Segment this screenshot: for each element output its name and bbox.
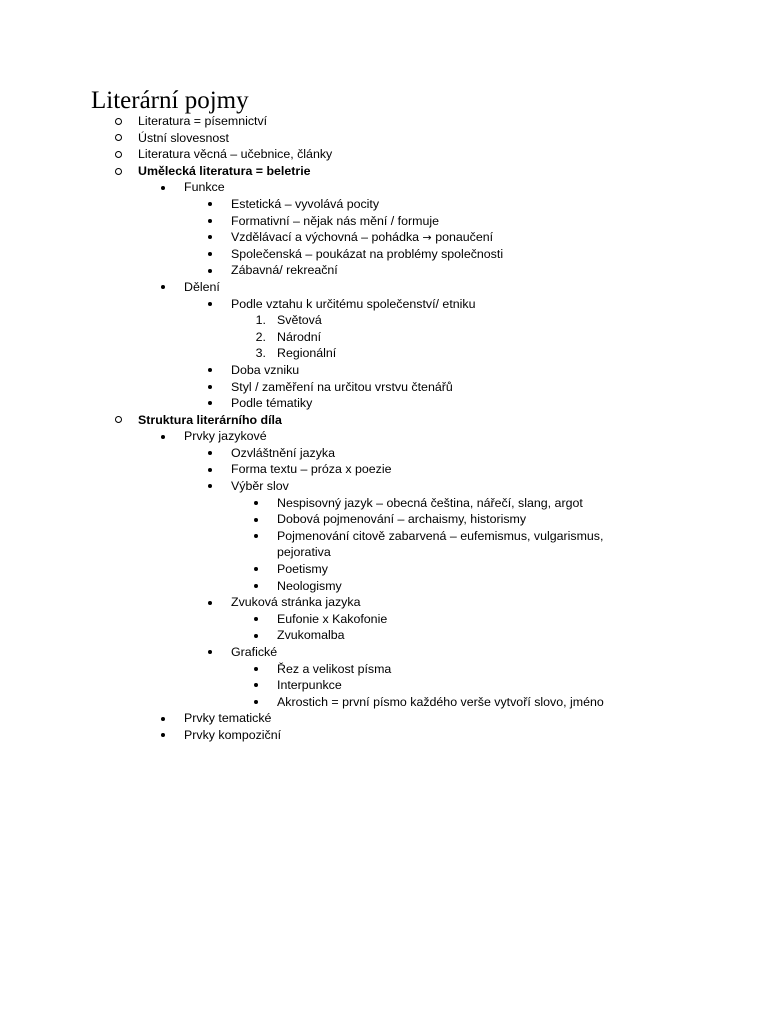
disc-bullet-icon: [250, 495, 262, 512]
disc-bullet-icon: [157, 279, 169, 296]
list-item: [0, 611, 768, 628]
list-item: [0, 727, 768, 744]
numbered-item: [0, 329, 768, 346]
disc-bullet-icon: [250, 627, 262, 644]
outline-list: [0, 113, 768, 744]
list-item: [0, 677, 768, 694]
disc-bullet-icon: [250, 528, 262, 545]
item-text: [231, 229, 493, 247]
disc-bullet-icon: [204, 229, 216, 246]
disc-bullet-icon: [250, 661, 262, 678]
disc-bullet-icon: [204, 461, 216, 478]
list-item: [0, 461, 768, 478]
right-arrow-icon: →: [422, 231, 432, 245]
item-text: Ozvláštnění jazyka: [231, 445, 335, 460]
disc-bullet-icon: [204, 395, 216, 412]
item-text: Doba vzniku: [231, 362, 300, 377]
item-number: 2.: [255, 329, 266, 344]
list-item: [0, 511, 768, 528]
item-text: Světová: [277, 313, 322, 328]
item-text: Ústní slovesnost: [138, 130, 229, 145]
disc-bullet-icon: [204, 379, 216, 396]
item-text: Nespisovný jazyk – obecná čeština, nářečí, slang, argot: [277, 495, 583, 510]
disc-bullet-icon: [250, 611, 262, 628]
item-text: Estetická – vyvolává pocity: [231, 196, 380, 211]
list-item: [0, 196, 768, 213]
disc-bullet-icon: [250, 677, 262, 694]
list-item: [0, 428, 768, 445]
disc-bullet-icon: [157, 428, 169, 445]
hollow-circle-bullet-icon: [112, 146, 124, 163]
list-item: [0, 279, 768, 296]
list-item: [0, 594, 768, 611]
item-text: Řez a velikost písma: [277, 661, 392, 676]
item-text: Zábavná/ rekreační: [231, 263, 338, 278]
list-item: [0, 179, 768, 196]
item-text: Interpunkce: [277, 678, 342, 693]
hollow-circle-bullet-icon: [112, 412, 124, 429]
item-text: Prvky tematické: [184, 711, 272, 726]
item-number: 1.: [255, 313, 266, 328]
item-text: Neologismy: [277, 578, 342, 593]
item-text: Prvky jazykové: [184, 429, 267, 444]
item-text: Poetismy: [277, 562, 328, 577]
item-text: Literatura věcná – učebnice, články: [138, 147, 333, 162]
disc-bullet-icon: [204, 362, 216, 379]
item-text: Podle vztahu k určitému společenství/ etniku: [231, 296, 476, 311]
hollow-circle-bullet-icon: [112, 113, 124, 130]
list-item: [0, 113, 768, 130]
item-text: Literatura = písemnictví: [138, 114, 268, 128]
disc-bullet-icon: [250, 694, 262, 711]
disc-bullet-icon: [204, 478, 216, 495]
disc-bullet-icon: [204, 445, 216, 462]
list-item: [0, 478, 768, 495]
disc-bullet-icon: [204, 196, 216, 213]
item-text: Zvuková stránka jazyka: [231, 595, 361, 610]
list-item: [0, 296, 768, 313]
item-number: 3.: [255, 346, 266, 361]
list-item: [0, 661, 768, 678]
numbered-item: [0, 345, 768, 362]
disc-bullet-icon: [250, 511, 262, 528]
hollow-circle-bullet-icon: [112, 130, 124, 147]
disc-bullet-icon: [250, 578, 262, 595]
item-text: Výběr slov: [231, 479, 289, 494]
disc-bullet-icon: [157, 710, 169, 727]
list-item: [0, 213, 768, 230]
item-text: Eufonie x Kakofonie: [277, 611, 388, 626]
disc-bullet-icon: [204, 644, 216, 661]
page-title: Literární pojmy: [91, 87, 249, 114]
item-text-part: ponaučení: [435, 230, 494, 245]
item-text: Grafické: [231, 645, 278, 659]
list-item: [0, 644, 768, 661]
list-item-heading: [0, 412, 768, 429]
list-item: [0, 528, 768, 545]
numbered-item: [0, 312, 768, 329]
list-item: [0, 262, 768, 279]
disc-bullet-icon: [204, 246, 216, 263]
list-item: [0, 694, 768, 711]
disc-bullet-icon: [204, 296, 216, 313]
list-item: [0, 710, 768, 727]
item-text: pejorativa: [277, 545, 331, 560]
item-text: Společenská – poukázat na problémy společnosti: [231, 246, 504, 261]
hollow-circle-bullet-icon: [112, 163, 124, 180]
disc-bullet-icon: [204, 594, 216, 611]
list-item: [0, 561, 768, 578]
list-item: [0, 395, 768, 412]
list-item: [0, 495, 768, 512]
item-text: Dobová pojmenování – archaismy, historismy: [277, 512, 527, 527]
item-text: Styl / zaměření na určitou vrstvu čtenářů: [231, 379, 453, 394]
disc-bullet-icon: [157, 727, 169, 744]
item-text: Regionální: [277, 346, 337, 361]
item-text: Dělení: [184, 279, 220, 294]
item-text: Akrostich = první písmo každého verše vytvoří slovo, jméno: [277, 694, 604, 709]
disc-bullet-icon: [204, 262, 216, 279]
item-text: Podle tématiky: [231, 396, 313, 411]
item-text: Prvky kompoziční: [184, 727, 282, 742]
list-item: [0, 362, 768, 379]
list-item: [0, 445, 768, 462]
list-item-heading: [0, 163, 768, 180]
list-item: [0, 146, 768, 163]
list-item-continuation: [0, 544, 768, 561]
item-text: Funkce: [184, 180, 225, 195]
item-text: Zvukomalba: [277, 628, 345, 643]
item-text: Národní: [277, 329, 322, 344]
list-item: [0, 246, 768, 263]
disc-bullet-icon: [204, 213, 216, 230]
list-item: [0, 627, 768, 644]
item-text-part: Vzdělávací a výchovná – pohádka: [231, 230, 420, 245]
item-text: Formativní – nějak nás mění / formuje: [231, 213, 439, 228]
list-item: [0, 578, 768, 595]
item-text: Forma textu – próza x poezie: [231, 462, 392, 477]
item-text: Struktura literárního díla: [138, 412, 282, 427]
item-text: Pojmenování citově zabarvená – eufemismus, vulgarismus,: [277, 528, 604, 543]
list-item: [0, 130, 768, 147]
item-text: Umělecká literatura = beletrie: [138, 163, 311, 178]
disc-bullet-icon: [250, 561, 262, 578]
list-item: [0, 379, 768, 396]
list-item: [0, 229, 768, 246]
disc-bullet-icon: [157, 179, 169, 196]
